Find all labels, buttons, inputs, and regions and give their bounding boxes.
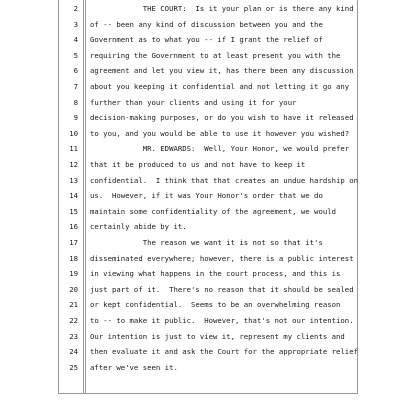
line-text: confidential. I think that that creates an undue hardship on bbox=[90, 175, 358, 185]
line-number: 7 bbox=[73, 82, 78, 91]
line-text: Our intention is just to view it, represent my clients and bbox=[90, 331, 345, 341]
line-text: decision-making purposes, or do you wish to have it released bbox=[90, 113, 354, 123]
line-number: 5 bbox=[73, 50, 78, 60]
line-text: agreement and let you view it, has there been any discussion bbox=[90, 66, 354, 76]
line-number: 18 bbox=[69, 253, 78, 263]
line-number: 25 bbox=[69, 362, 78, 372]
line-text: further than your clients and using it for your bbox=[90, 97, 297, 107]
line-text: Government as to what you -- if I grant the relief of bbox=[90, 35, 323, 45]
line-number: 16 bbox=[69, 222, 78, 232]
line-number: 20 bbox=[69, 284, 78, 294]
transcript-line bbox=[59, 207, 357, 223]
line-number: 24 bbox=[69, 347, 78, 357]
transcript-line bbox=[59, 222, 357, 238]
line-text: about you keeping it confidential and not letting it go any bbox=[90, 82, 350, 91]
transcript-line bbox=[59, 269, 357, 285]
line-number: 13 bbox=[69, 175, 78, 185]
transcript-line bbox=[59, 4, 357, 20]
line-text: to -- to make it public. However, that's not our intention. bbox=[90, 316, 354, 325]
transcript-line bbox=[59, 347, 357, 363]
line-number: 9 bbox=[73, 113, 78, 123]
line-text: of -- been any kind of discussion between you and the bbox=[90, 19, 323, 29]
transcript-line bbox=[59, 82, 357, 98]
transcript-line bbox=[59, 129, 357, 145]
line-number: 22 bbox=[69, 316, 78, 325]
transcript-line bbox=[59, 238, 357, 254]
transcript-line bbox=[59, 113, 357, 129]
transcript-line bbox=[59, 332, 357, 348]
line-number: 11 bbox=[69, 144, 78, 154]
line-number: 21 bbox=[69, 300, 78, 310]
transcript-line bbox=[59, 51, 357, 67]
transcript-line bbox=[59, 66, 357, 82]
line-number: 14 bbox=[69, 191, 78, 201]
line-text: to you, and you would be able to use it however you wished? bbox=[90, 128, 350, 138]
transcript-line bbox=[59, 20, 357, 36]
line-number: 19 bbox=[69, 269, 78, 279]
transcript-line bbox=[59, 160, 357, 176]
line-number: 15 bbox=[69, 206, 78, 216]
line-text: that it be produced to us and not have to keep it bbox=[90, 160, 306, 169]
line-text: then evaluate it and ask the Court for the appropriate relief bbox=[90, 347, 358, 357]
line-text: MR. EDWARDS: Well, Your Honor, we would prefer bbox=[90, 144, 350, 154]
line-text: in viewing what happens in the court process, and this is bbox=[90, 269, 341, 279]
line-number: 6 bbox=[73, 66, 78, 76]
transcript-line bbox=[59, 35, 357, 51]
transcript-line bbox=[59, 98, 357, 114]
line-text: after we've seen it. bbox=[90, 362, 178, 372]
transcript-page bbox=[58, 0, 358, 394]
line-number: 4 bbox=[73, 35, 78, 45]
line-text: certainly abide by it. bbox=[90, 222, 187, 232]
transcript-line bbox=[59, 363, 357, 379]
line-text: THE COURT: Is it your plan or is there any kind bbox=[90, 4, 354, 13]
line-number: 23 bbox=[69, 331, 78, 341]
transcript-line bbox=[59, 316, 357, 332]
transcript-line bbox=[59, 300, 357, 316]
line-text: or kept confidential. Seems to be an overwhelming reason bbox=[90, 300, 341, 310]
line-number: 2 bbox=[73, 4, 78, 13]
line-number: 3 bbox=[73, 19, 78, 29]
line-text: disseminated everywhere; however, there is a public interest bbox=[90, 253, 354, 263]
line-text: us. However, if it was Your Honor's order that we do bbox=[90, 191, 323, 201]
line-text: just part of it. There's no reason that it should be sealed bbox=[90, 284, 354, 294]
transcript-line bbox=[59, 191, 357, 207]
line-number: 8 bbox=[73, 97, 78, 107]
transcript-line bbox=[59, 254, 357, 270]
line-text: maintain some confidentiality of the agreement, we would bbox=[90, 206, 337, 216]
transcript-line bbox=[59, 144, 357, 160]
line-text: requiring the Government to at least present you with the bbox=[90, 50, 341, 60]
line-number: 17 bbox=[69, 238, 78, 247]
line-text: The reason we want it is not so that it's bbox=[90, 238, 323, 247]
line-number: 12 bbox=[69, 160, 78, 169]
transcript-line bbox=[59, 285, 357, 301]
line-number: 10 bbox=[69, 128, 78, 138]
transcript-line bbox=[59, 176, 357, 192]
